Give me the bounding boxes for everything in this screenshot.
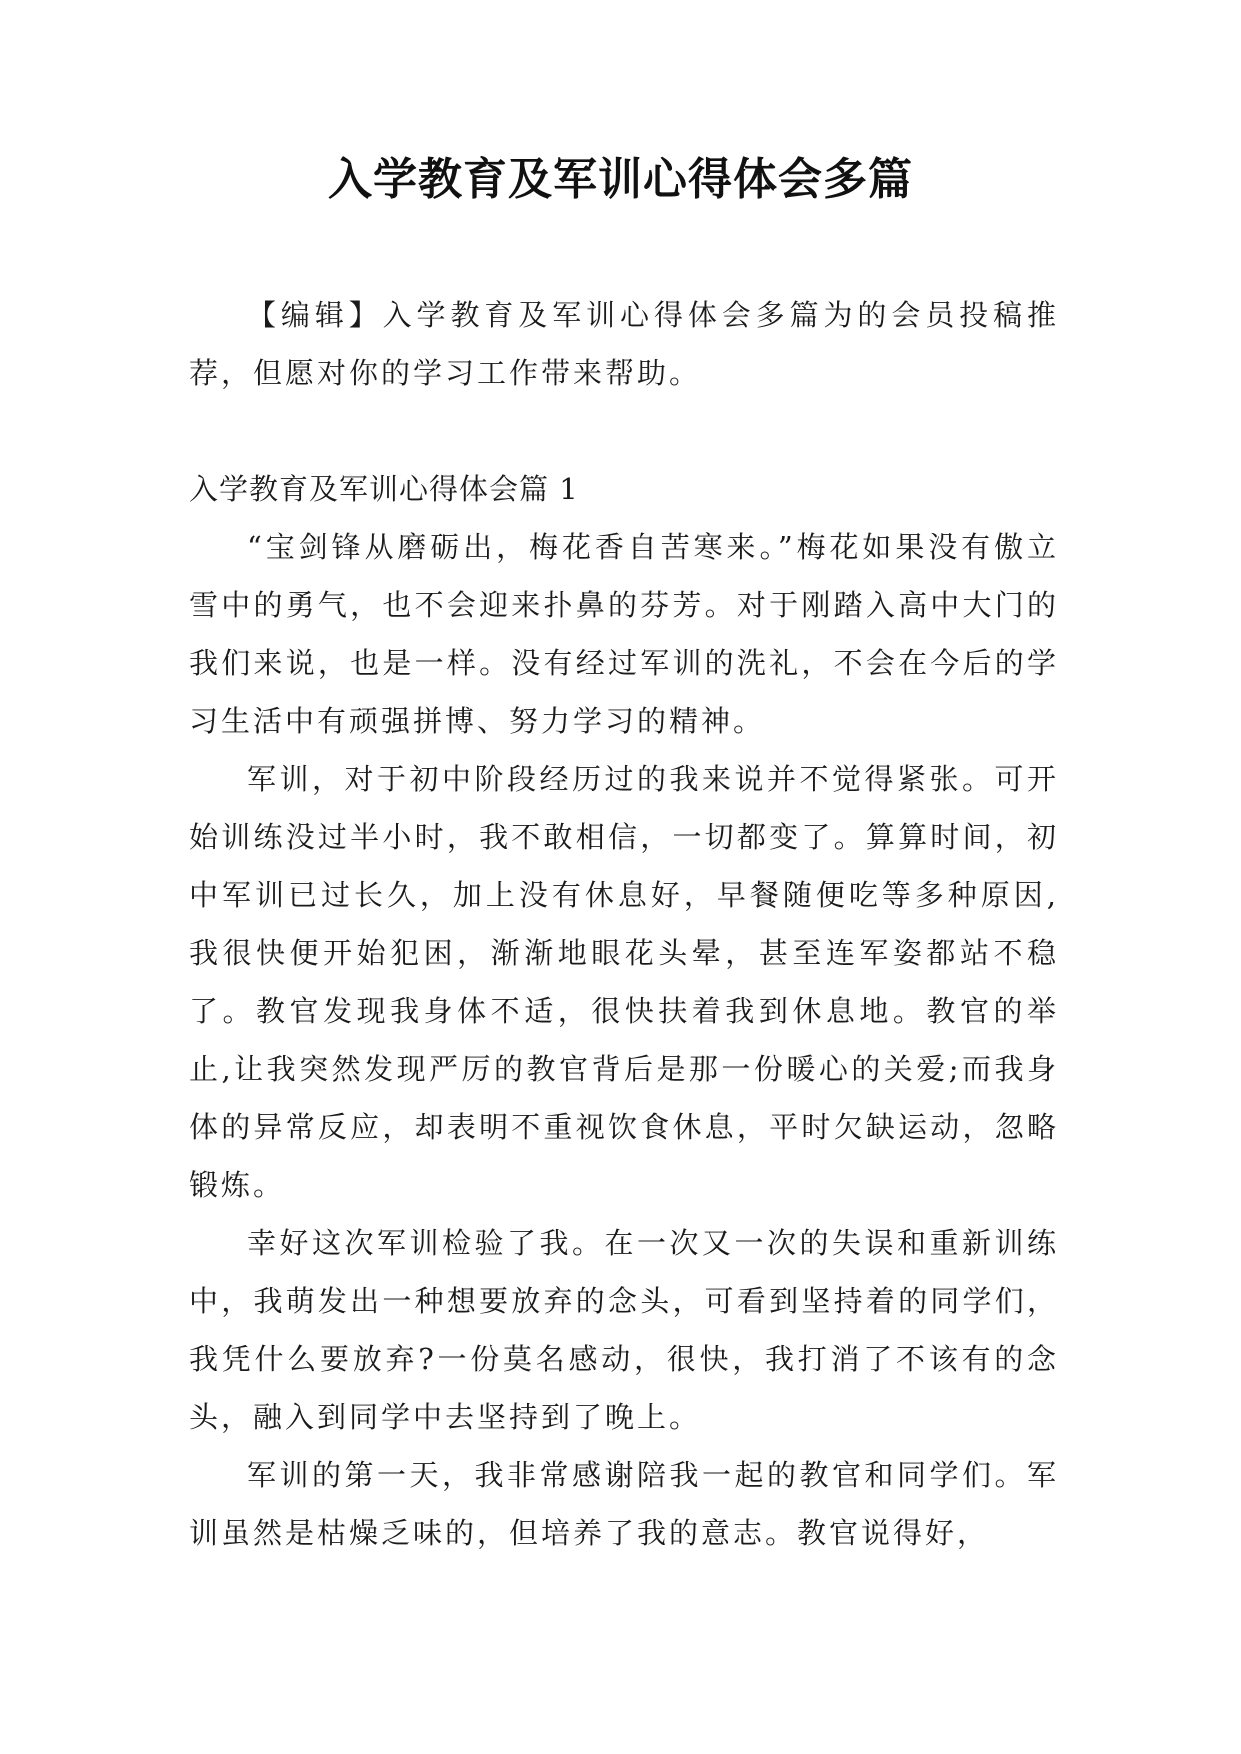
body-paragraph: 军训的第一天，我非常感谢陪我一起的教官和同学们。军训虽然是枯燥乏味的，但培养了我的意志。教官说得好， <box>189 1458 1059 1550</box>
intro-paragraph: 【编辑】入学教育及军训心得体会多篇为的会员投稿推荐，但愿对你的学习工作带来帮助。 <box>189 298 1059 390</box>
body-paragraph: 军训，对于初中阶段经历过的我来说并不觉得紧张。可开始训练没过半小时，我不敢相信，一切都变了。算算时间，初中军训已过长久，加上没有休息好，早餐随便吃等多种原因,我很快便开始犯困，渐渐地眼花头晕，甚至连军姿都站不稳了。教官发现我身体不适，很快扶着我到休息地。教官的举止,让我突然发现严厉的教官背后是那一份暖心的关爱;而我身体的异常反应，却表明不重视饮食休息，平时欠缺运动，忽略锻炼。 <box>189 762 1059 1202</box>
section-heading: 入学教育及军训心得体会篇 1 <box>189 472 579 506</box>
document-body <box>189 286 1059 1562</box>
document-title: 入学教育及军训心得体会多篇 <box>328 154 913 205</box>
body-paragraph: “宝剑锋从磨砺出，梅花香自苦寒来。”梅花如果没有傲立雪中的勇气，也不会迎来扑鼻的芬芳。对于刚踏入高中大门的我们来说，也是一样。没有经过军训的洗礼，不会在今后的学习生活中有顽强拼博、努力学习的精神。 <box>189 530 1059 738</box>
body-paragraph: 幸好这次军训检验了我。在一次又一次的失误和重新训练中，我萌发出一种想要放弃的念头，可看到坚持着的同学们，我凭什么要放弃?一份莫名感动，很快，我打消了不该有的念头，融入到同学中去坚持到了晚上。 <box>189 1226 1059 1434</box>
